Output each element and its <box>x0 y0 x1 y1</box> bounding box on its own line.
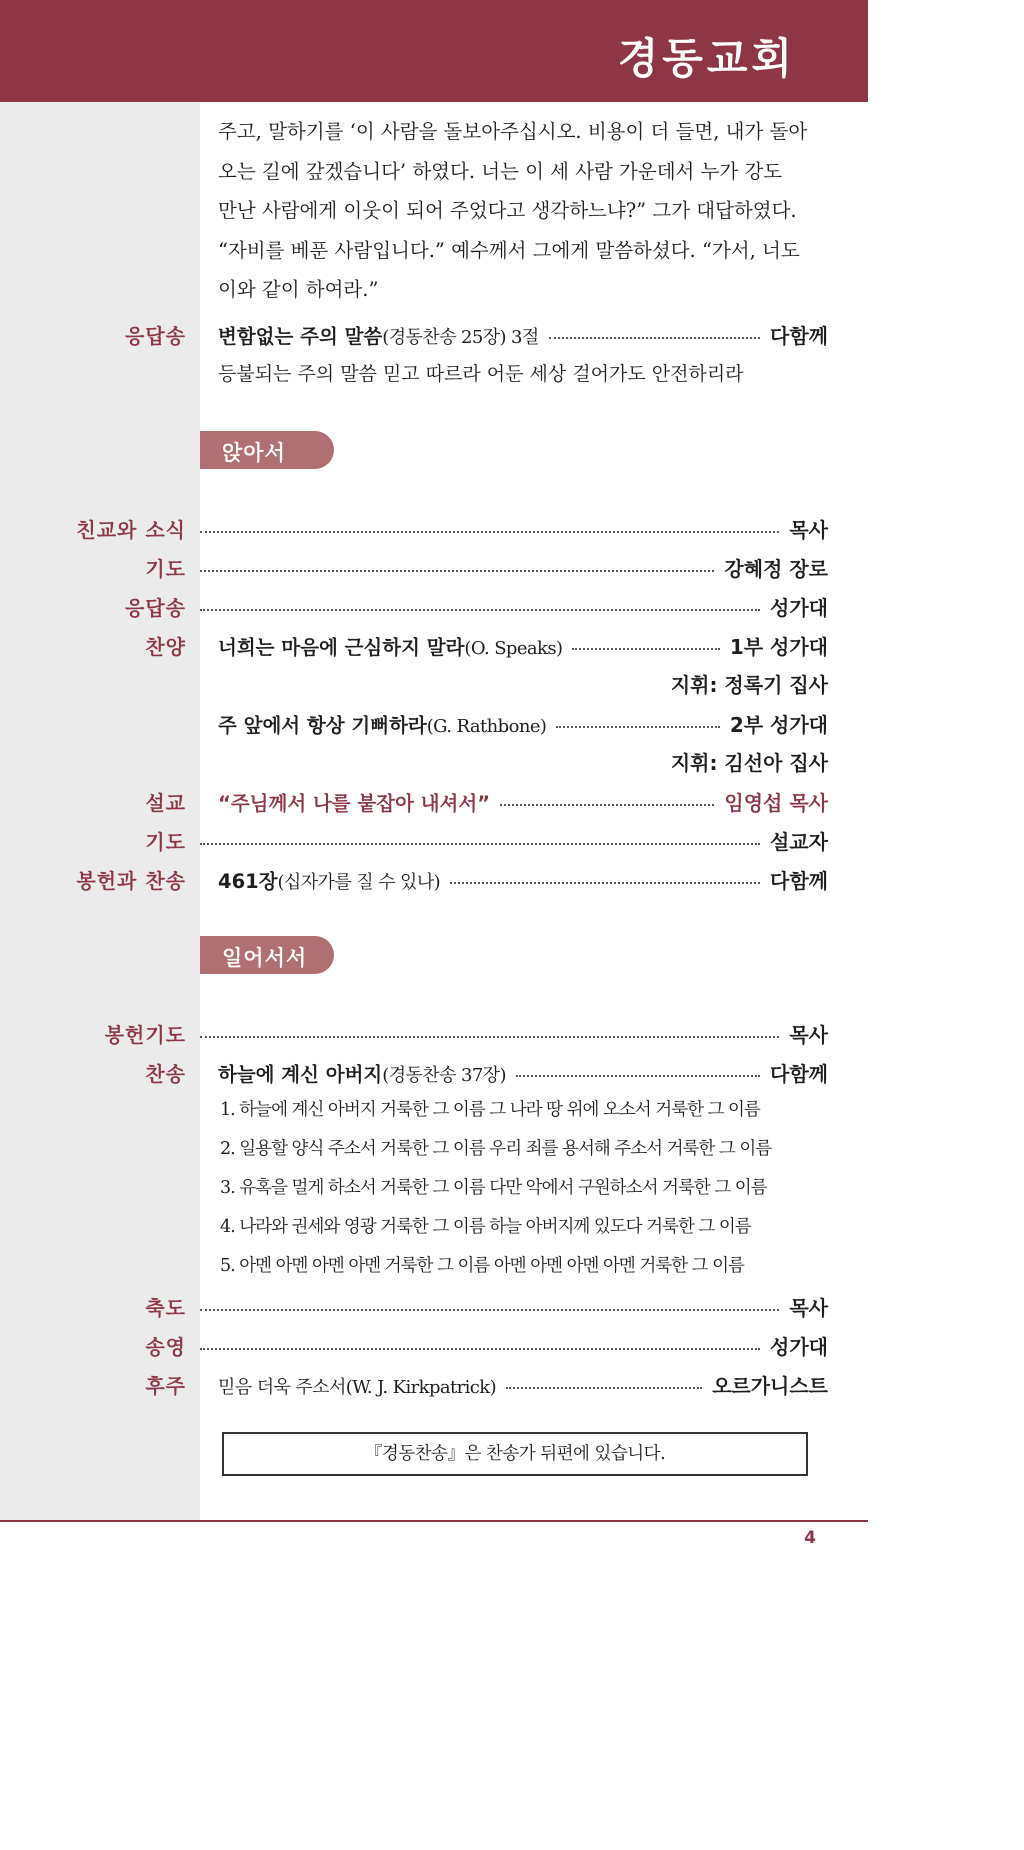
performer: 오르가니스트 <box>712 1374 828 1398</box>
church-name: 경동교회 <box>617 34 796 83</box>
order-row-response <box>0 584 868 623</box>
item-label: 기도 <box>145 557 186 581</box>
scripture-line: “자비를 베푼 사람입니다.” 예수께서 그에게 말씀하셨다. “가서, 너도 <box>218 238 800 262</box>
order-row-prayer-2 <box>0 818 868 857</box>
section-label-standing: 일어서서 <box>200 936 334 974</box>
order-row-hymn <box>0 1050 868 1089</box>
anthem-title: 너희는 마음에 근심하지 말라 <box>218 636 465 659</box>
performer: 목사 <box>789 1023 828 1047</box>
hymn-verse: 4. 나라와 권세와 영광 거룩한 그 이름 하늘 아버지께 있도다 거룩한 그 이름 <box>220 1217 751 1237</box>
order-row-fellowship <box>0 506 868 545</box>
scripture-line: 만난 사람에게 이웃이 되어 주었다고 생각하느냐?” 그가 대답하였다. <box>218 199 797 222</box>
song-title: 변함없는 주의 말씀 <box>218 325 383 348</box>
hymn-title: 하늘에 계신 아버지 <box>218 1063 383 1086</box>
leader-dots <box>450 882 760 884</box>
postlude-title: 믿음 더욱 주소서(W. J. Kirkpatrick) <box>218 1377 497 1398</box>
performer: 목사 <box>789 1296 828 1320</box>
leader-dots <box>200 1036 779 1038</box>
section-label-seated: 앉아서 <box>200 431 334 469</box>
leader-dots <box>506 1387 702 1389</box>
item-label: 송영 <box>145 1335 186 1359</box>
performer: 2부 성가대 <box>729 713 828 737</box>
header-bar <box>0 0 868 102</box>
leader-dots <box>500 804 714 806</box>
song-ref: (경동찬송 25장) 3절 <box>382 327 539 348</box>
leader-dots <box>556 726 720 728</box>
item-label: 응답송 <box>125 596 186 620</box>
order-row-offering <box>0 857 868 896</box>
item-label: 친교와 소식 <box>76 518 186 542</box>
leader-dots <box>516 1075 760 1077</box>
order-row-offering-prayer <box>0 1011 868 1050</box>
performer: 1부 성가대 <box>729 635 828 659</box>
sermon-title: “주님께서 나를 붙잡아 내셔서” <box>218 792 491 815</box>
leader-dots <box>200 609 760 611</box>
performer: 다함께 <box>770 324 828 348</box>
item-label: 봉헌기도 <box>104 1023 186 1047</box>
footer-rule <box>0 1520 868 1522</box>
leader-dots <box>200 843 760 845</box>
performer: 설교자 <box>770 830 828 854</box>
order-row-prayer <box>0 545 868 584</box>
anthem-title: 주 앞에서 항상 기뻐하라 <box>218 714 427 737</box>
conductor-line: 지휘: 김선아 집사 <box>670 751 828 775</box>
leader-dots <box>200 531 779 533</box>
hymn-title: (십자가를 질 수 있나) <box>277 872 441 893</box>
scripture-line: 오는 길에 갚겠습니다’ 하였다. 너는 이 세 사람 가운데서 누가 강도 <box>218 159 783 183</box>
hymn-ref: (경동찬송 37장) <box>382 1065 506 1086</box>
hymnal-notice: 『경동찬송』은 찬송가 뒤편에 있습니다. <box>222 1432 808 1476</box>
scripture-text <box>218 112 833 310</box>
item-label: 찬양 <box>145 635 186 659</box>
hymn-verse: 3. 유혹을 멀게 하소서 거룩한 그 이름 다만 악에서 구원하소서 거룩한 그 이름 <box>220 1178 767 1198</box>
order-row-choral <box>0 1323 868 1362</box>
item-label: 설교 <box>145 791 186 815</box>
scripture-line: 주고, 말하기를 ‘이 사람을 돌보아주십시오. 비용이 더 들면, 내가 돌아 <box>218 120 808 143</box>
anthem-composer: (G. Rathbone) <box>426 716 547 737</box>
page-number: 4 <box>804 1528 816 1548</box>
item-label: 기도 <box>145 830 186 854</box>
anthem-composer: (O. Speaks) <box>464 638 563 659</box>
hymn-number: 461장 <box>218 870 278 893</box>
conductor-line: 지휘: 정록기 집사 <box>670 673 828 697</box>
performer: 다함께 <box>770 1062 828 1086</box>
item-label: 응답송 <box>125 324 186 348</box>
hymn-verse: 5. 아멘 아멘 아멘 아멘 거룩한 그 이름 아멘 아멘 아멘 아멘 거룩한 그 이름 <box>220 1256 744 1276</box>
item-label: 봉헌과 찬송 <box>76 869 186 893</box>
performer: 강혜정 장로 <box>724 557 828 581</box>
hymn-verse: 2. 일용할 양식 주소서 거룩한 그 이름 우리 죄를 용서해 주소서 거룩한 그 이름 <box>220 1139 772 1159</box>
leader-dots <box>200 1309 779 1311</box>
preacher: 임영섭 목사 <box>724 791 828 815</box>
performer: 목사 <box>789 518 828 542</box>
order-row-anthem-2 <box>0 701 868 740</box>
order-row-benediction <box>0 1284 868 1323</box>
scripture-line: 이와 같이 하여라.” <box>218 278 379 301</box>
order-row-sermon <box>0 779 868 818</box>
leader-dots <box>200 1348 760 1350</box>
item-label: 축도 <box>145 1296 186 1320</box>
response-song-row <box>0 312 868 351</box>
leader-dots <box>200 570 714 572</box>
leader-dots <box>549 337 760 339</box>
performer: 성가대 <box>770 1335 828 1359</box>
order-row-postlude <box>0 1362 868 1401</box>
performer: 다함께 <box>770 869 828 893</box>
order-row-anthem <box>0 623 868 662</box>
item-label: 찬송 <box>145 1062 186 1086</box>
leader-dots <box>572 648 719 650</box>
song-lyrics: 등불되는 주의 말씀 믿고 따르라 어둔 세상 걸어가도 안전하리라 <box>218 363 744 385</box>
hymn-verse: 1. 하늘에 계신 아버지 거룩한 그 이름 그 나라 땅 위에 오소서 거룩한 그 이름 <box>220 1100 760 1120</box>
item-label: 후주 <box>145 1374 186 1398</box>
performer: 성가대 <box>770 596 828 620</box>
